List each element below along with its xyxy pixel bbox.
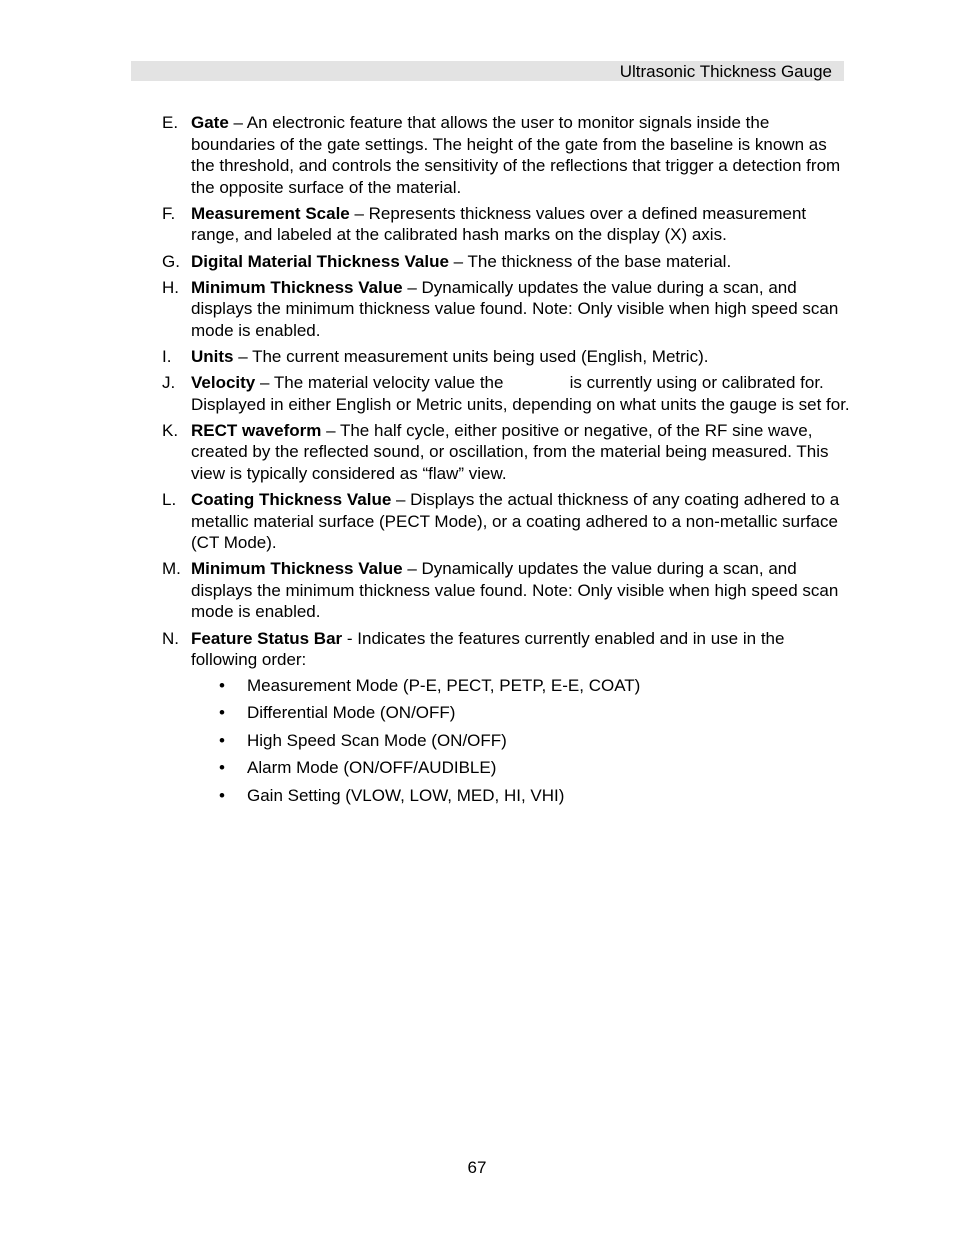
item-letter: J.	[162, 373, 176, 393]
definition-item-f	[162, 203, 852, 246]
list-item	[191, 675, 852, 697]
item-description: – The thickness of the base material.	[448, 251, 732, 271]
item-term: Gate	[191, 113, 229, 132]
item-description: – The material velocity value the is currently using or calibrated for. Displayed in either English or Metric units, depending on what units the gauge is set for.	[191, 373, 850, 414]
item-description: – Displays the actual thickness of any coating adhered to a metallic material surface (PECT Mode), or a coating adhered to a non-metallic surface (CT Mode).	[191, 490, 840, 553]
feature-status-list	[191, 675, 852, 807]
item-letter: E.	[162, 113, 179, 132]
bullet-icon: •	[219, 675, 225, 695]
bullet-icon: •	[219, 730, 225, 750]
definition-list	[162, 112, 852, 812]
definition-item-l	[162, 489, 852, 554]
item-term: Digital Material Thickness Value	[191, 251, 449, 271]
definition-item-m	[162, 558, 852, 623]
definition-item-e	[162, 112, 852, 198]
item-letter: F.	[162, 203, 176, 223]
bullet-icon: •	[219, 703, 225, 723]
item-term: Minimum Thickness Value	[191, 559, 403, 579]
item-letter: G.	[162, 251, 180, 271]
item-description: – The current measurement units being used (English, Metric).	[233, 346, 709, 366]
page-number: 67	[467, 1158, 487, 1177]
bullet-icon: •	[219, 785, 225, 805]
item-description: - Indicates the features currently enabled and in use in the following order:	[191, 628, 785, 670]
definition-item-h	[162, 277, 852, 342]
list-item	[191, 757, 852, 779]
item-term: Feature Status Bar	[191, 628, 343, 648]
item-letter: I.	[162, 346, 172, 366]
list-item-text: Measurement Mode (P-E, PECT, PETP, E-E, COAT)	[247, 675, 641, 695]
item-letter: M.	[162, 559, 181, 579]
item-term: RECT waveform	[191, 420, 322, 440]
item-description: – Dynamically updates the value during a scan, and displays the minimum thickness value found. Note: Only visible when high speed scan mode is enabled.	[191, 559, 839, 622]
item-description: – Represents thickness values over a defined measurement range, and labeled at the calibrated hash marks on the display (X) axis.	[191, 203, 807, 245]
item-term: Minimum Thickness Value	[191, 277, 403, 297]
header-title: Ultrasonic Thickness Gauge	[619, 62, 832, 81]
definition-item-g	[162, 251, 852, 273]
bullet-icon: •	[219, 758, 225, 778]
item-letter: K.	[162, 420, 179, 440]
list-item-text: High Speed Scan Mode (ON/OFF)	[247, 730, 507, 750]
list-item-text: Gain Setting (VLOW, LOW, MED, HI, VHI)	[247, 785, 565, 805]
item-description: – The half cycle, either positive or negative, of the RF sine wave, created by the reflected sound, or oscillation, from the material being measured. This view is typically considered as “flaw” view.	[191, 420, 829, 483]
list-item-text: Differential Mode (ON/OFF)	[247, 703, 456, 723]
list-item	[191, 785, 852, 807]
running-header	[131, 61, 844, 81]
item-term: Velocity	[191, 373, 256, 393]
item-term: Measurement Scale	[191, 203, 350, 223]
list-item-text: Alarm Mode (ON/OFF/AUDIBLE)	[247, 758, 497, 778]
list-item	[191, 702, 852, 724]
definition-item-n	[162, 628, 852, 807]
definition-item-j	[162, 372, 852, 415]
definition-item-i	[162, 346, 852, 368]
list-item	[191, 730, 852, 752]
item-letter: H.	[162, 277, 179, 297]
definition-item-k	[162, 420, 852, 485]
item-term: Units	[191, 346, 234, 366]
item-description: – Dynamically updates the value during a scan, and displays the minimum thickness value found. Note: Only visible when high speed scan mode is enabled.	[191, 277, 839, 340]
item-letter: L.	[162, 490, 177, 509]
item-term: Coating Thickness Value	[191, 490, 392, 509]
item-description: – An electronic feature that allows the user to monitor signals inside the boundaries of the gate settings. The height of the gate from the baseline is known as the threshold, and controls the sensitivity of the reflections that trigger a detection from the opposite surface of the material.	[191, 113, 841, 197]
item-letter: N.	[162, 628, 179, 648]
